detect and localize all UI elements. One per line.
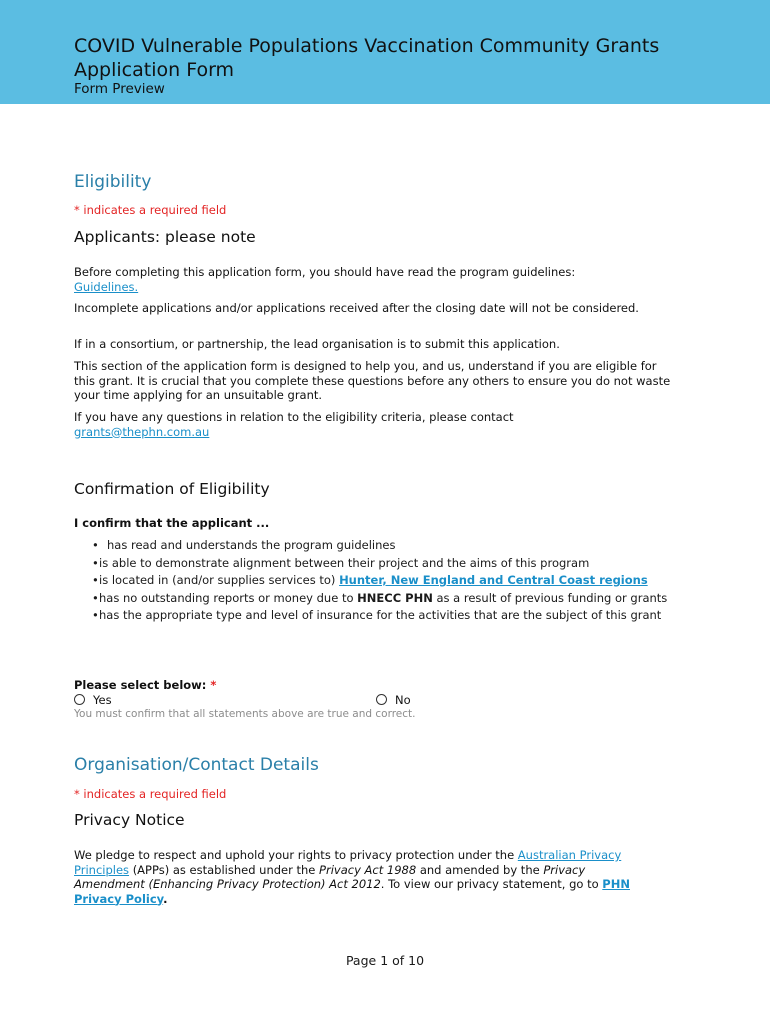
radio-yes-icon[interactable] — [74, 694, 85, 705]
guidelines-link[interactable]: Guidelines. — [74, 279, 139, 294]
list-item: • has no outstanding reports or money due to HNECC PHN as a result of previous funding or grants — [92, 590, 668, 605]
list-item: • has the appropriate type and level of insurance for the activities that are the subject of this grant — [92, 608, 662, 622]
option-yes[interactable]: Yes — [74, 693, 674, 708]
confirm-intro: I confirm that the applicant ... — [74, 516, 270, 530]
incomplete-paragraph: Incomplete applications and/or applications received after the closing date will not be considered. — [74, 301, 639, 315]
eligibility-criteria-list — [74, 538, 684, 626]
privacy-policy-link[interactable]: PHN Privacy Policy — [74, 877, 630, 906]
select-label: Please select below: * — [74, 678, 217, 692]
form-title: COVID Vulnerable Populations Vaccination Community Grants Application Form — [74, 35, 660, 81]
form-header — [0, 0, 770, 104]
app-link[interactable]: Australian Privacy Principles — [74, 848, 622, 877]
form-subtitle: Form Preview — [74, 81, 165, 97]
organisation-heading: Organisation/Contact Details — [74, 755, 319, 775]
contact-paragraph: If you have any questions in relation to the eligibility criteria, please contact grants@thephn.com.au — [74, 410, 514, 439]
list-item: • is located in (and/or supplies services to) Hunter, New England and Central Coast regions — [92, 573, 648, 587]
privacy-heading: Privacy Notice — [74, 811, 185, 829]
privacy-paragraph: We pledge to respect and uphold your rights to privacy protection under the Australian Privacy Principles (APPs) as established under the Privacy Act 1988 and amended by the Privacy Amendment (Enhancing Privacy Protection) Act 2012. To view our privacy statement, go to PHN Privacy Policy. — [74, 848, 630, 906]
consortium-paragraph: If in a consortium, or partnership, the lead organisation is to submit this application. — [74, 337, 560, 351]
list-item: • has read and understands the program guidelines — [92, 538, 396, 552]
guidelines-paragraph: Before completing this application form, you should have read the program guidelines: Guidelines. — [74, 265, 576, 294]
section-purpose-paragraph: This section of the application form is designed to help you, and us, understand if you are eligible for this grant. It is crucial that you complete these questions before any others to ensure you do not waste your time applying for an unsuitable grant. — [74, 359, 671, 402]
grants-email-link[interactable]: grants@thephn.com.au — [74, 424, 210, 439]
required-star: * — [210, 678, 217, 692]
confirmation-heading: Confirmation of Eligibility — [74, 480, 270, 498]
option-no[interactable]: No — [376, 693, 476, 708]
eligibility-heading: Eligibility — [74, 172, 152, 192]
radio-no-icon[interactable] — [376, 694, 387, 705]
list-item: • is able to demonstrate alignment between their project and the aims of this program — [92, 555, 590, 570]
required-note: * indicates a required field — [74, 203, 227, 217]
help-text: You must confirm that all statements above are true and correct. — [74, 708, 416, 720]
page-number: Page 1 of 10 — [345, 953, 425, 968]
regions-link[interactable]: Hunter, New England and Central Coast regions — [339, 573, 648, 587]
applicants-heading: Applicants: please note — [74, 228, 256, 246]
required-note: * indicates a required field — [74, 787, 227, 801]
